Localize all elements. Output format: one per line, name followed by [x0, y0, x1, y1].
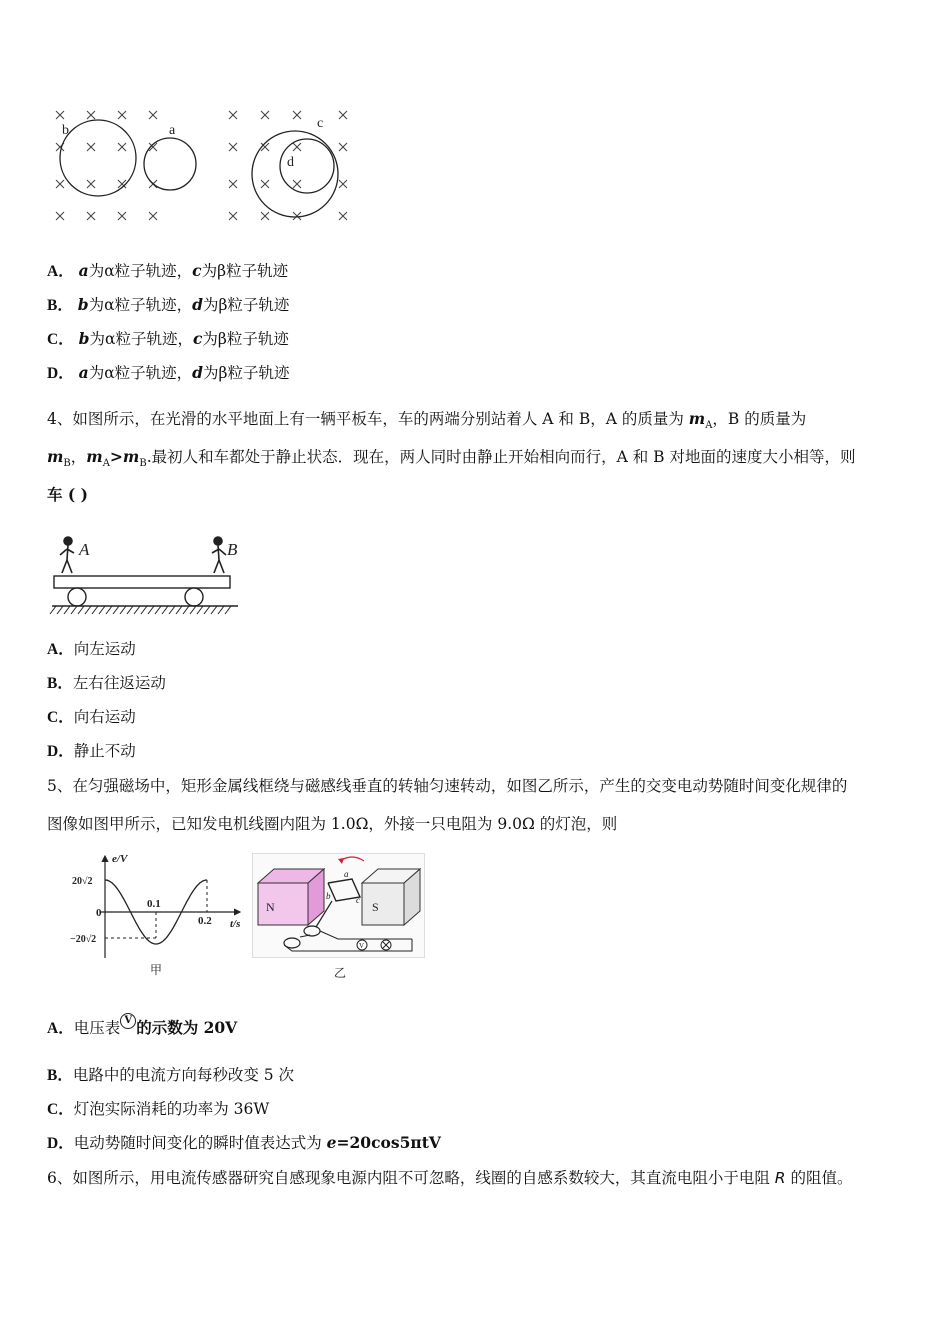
- ground-hatch: [64, 606, 70, 614]
- ground-hatch: [134, 606, 140, 614]
- q3-option-c[interactable]: C． b为α粒子轨迹，c为β粒子轨迹: [47, 329, 289, 348]
- ground-hatch: [120, 606, 126, 614]
- track-c-circle: [252, 131, 338, 217]
- q4-stem-line2: $m_B$，$m_A>m_B$.最初人和车都处于静止状态．现在，两人同时由静止开始相向而行，A 和 B 对地面的速度大小相等，则: [47, 447, 856, 470]
- voltmeter-symbol-icon: V: [120, 1013, 136, 1029]
- q3-option-b[interactable]: B． b为α粒子轨迹，d为β粒子轨迹: [47, 295, 290, 314]
- ground-hatch: [204, 606, 210, 614]
- q4-option-d[interactable]: D．静止不动: [47, 742, 136, 760]
- q5-stem-line2: 图像如图甲所示，已知发电机线圈内阻为 1.0Ω，外接一只电阻为 9.0Ω 的灯泡，则: [47, 815, 618, 833]
- svg-text:c: c: [356, 895, 360, 905]
- generator-figure: [252, 853, 426, 983]
- ground-hatch: [169, 606, 175, 614]
- track-a-circle: [144, 138, 196, 190]
- ground-hatch: [162, 606, 168, 614]
- svg-text:N: N: [266, 900, 275, 914]
- q4-stem-line1: 4、如图所示，在光滑的水平地面上有一辆平板车，车的两端分别站着人 A 和 B，A 的质量为 $m_A$，B 的质量为: [47, 409, 807, 432]
- ground-hatch: [71, 606, 77, 614]
- ground-hatch: [78, 606, 84, 614]
- cart-wheel-left: [68, 588, 86, 606]
- q5-option-b[interactable]: B．电路中的电流方向每秒改变 5 次: [47, 1066, 295, 1084]
- q4-option-b[interactable]: B．左右往返运动: [47, 674, 166, 692]
- svg-text:a: a: [344, 869, 349, 879]
- ground-hatch: [85, 606, 91, 614]
- y-top-label: 20√2: [72, 876, 93, 887]
- label-d: d: [287, 155, 294, 170]
- q4-option-c[interactable]: C．向右运动: [47, 708, 136, 726]
- particle-tracks-figure: [45, 100, 360, 228]
- figure-caption-yi: 乙: [334, 966, 347, 980]
- magnet-n: [258, 869, 324, 925]
- track-b-circle: [60, 120, 136, 196]
- ground-hatch: [50, 606, 56, 614]
- ground-hatch: [148, 606, 154, 614]
- label-b: b: [62, 123, 69, 138]
- ground-hatch: [57, 606, 63, 614]
- cart-wheel-right: [185, 588, 203, 606]
- ground-hatch: [176, 606, 182, 614]
- ground-hatch: [92, 606, 98, 614]
- ground-hatch: [106, 606, 112, 614]
- cart-board: [54, 576, 230, 588]
- ground-hatch: [211, 606, 217, 614]
- origin-label: 0: [96, 907, 102, 919]
- tick-label-0.1: 0.1: [147, 898, 161, 910]
- cart-figure: [48, 532, 242, 620]
- q3-option-d[interactable]: D． a为α粒子轨迹，d为β粒子轨迹: [47, 363, 290, 382]
- lamp-icon: [381, 940, 391, 950]
- ground-hatch: [155, 606, 161, 614]
- svg-text:b: b: [326, 891, 331, 901]
- ground-hatch: [127, 606, 133, 614]
- q6-stem: 6、如图所示，用电流传感器研究自感现象电源内阻不可忽略，线圈的自感系数较大，其直流电阻小于电阻 R 的阻值。: [47, 1169, 853, 1187]
- y-axis-label: e/V: [112, 853, 128, 865]
- svg-text:S: S: [372, 900, 379, 914]
- ground-hatch: [190, 606, 196, 614]
- q5-option-d[interactable]: D．电动势随时间变化的瞬时值表达式为 e=20cos5πtV: [47, 1133, 441, 1152]
- ground-hatch: [99, 606, 105, 614]
- person-a-icon: [60, 537, 74, 573]
- person-b-label: B: [227, 540, 238, 559]
- person-b-icon: [212, 537, 226, 573]
- y-bottom-label: −20√2: [70, 934, 97, 945]
- ground-hatch: [218, 606, 224, 614]
- ground-hatch: [225, 606, 231, 614]
- q5-stem-line1: 5、在匀强磁场中，矩形金属线框绕与磁感线垂直的转轴匀速转动，如图乙所示，产生的交变电动势随时间变化规律的: [47, 777, 848, 795]
- emf-graph-figure: [70, 850, 250, 980]
- q4-option-a[interactable]: A．向左运动: [47, 640, 136, 658]
- ground-hatch: [113, 606, 119, 614]
- figure-caption-jia: 甲: [150, 963, 163, 977]
- x-axis-label: t/s: [230, 918, 241, 930]
- magnet-s: [362, 869, 420, 925]
- person-a-label: A: [79, 540, 90, 559]
- tick-label-0.2: 0.2: [198, 915, 212, 927]
- svg-text:V: V: [359, 942, 365, 950]
- ground-hatch: [197, 606, 203, 614]
- q5-option-a[interactable]: A．电压表 V 的示数为 20V: [47, 1015, 238, 1037]
- q4-stem-line3: 车 ( ): [47, 485, 88, 504]
- q3-option-a[interactable]: A． a为α粒子轨迹，c为β粒子轨迹: [47, 261, 289, 280]
- label-c: c: [317, 116, 324, 131]
- q5-option-c[interactable]: C．灯泡实际消耗的功率为 36W: [47, 1100, 270, 1118]
- label-a: a: [169, 123, 176, 138]
- ground-hatch: [141, 606, 147, 614]
- ground-hatch: [183, 606, 189, 614]
